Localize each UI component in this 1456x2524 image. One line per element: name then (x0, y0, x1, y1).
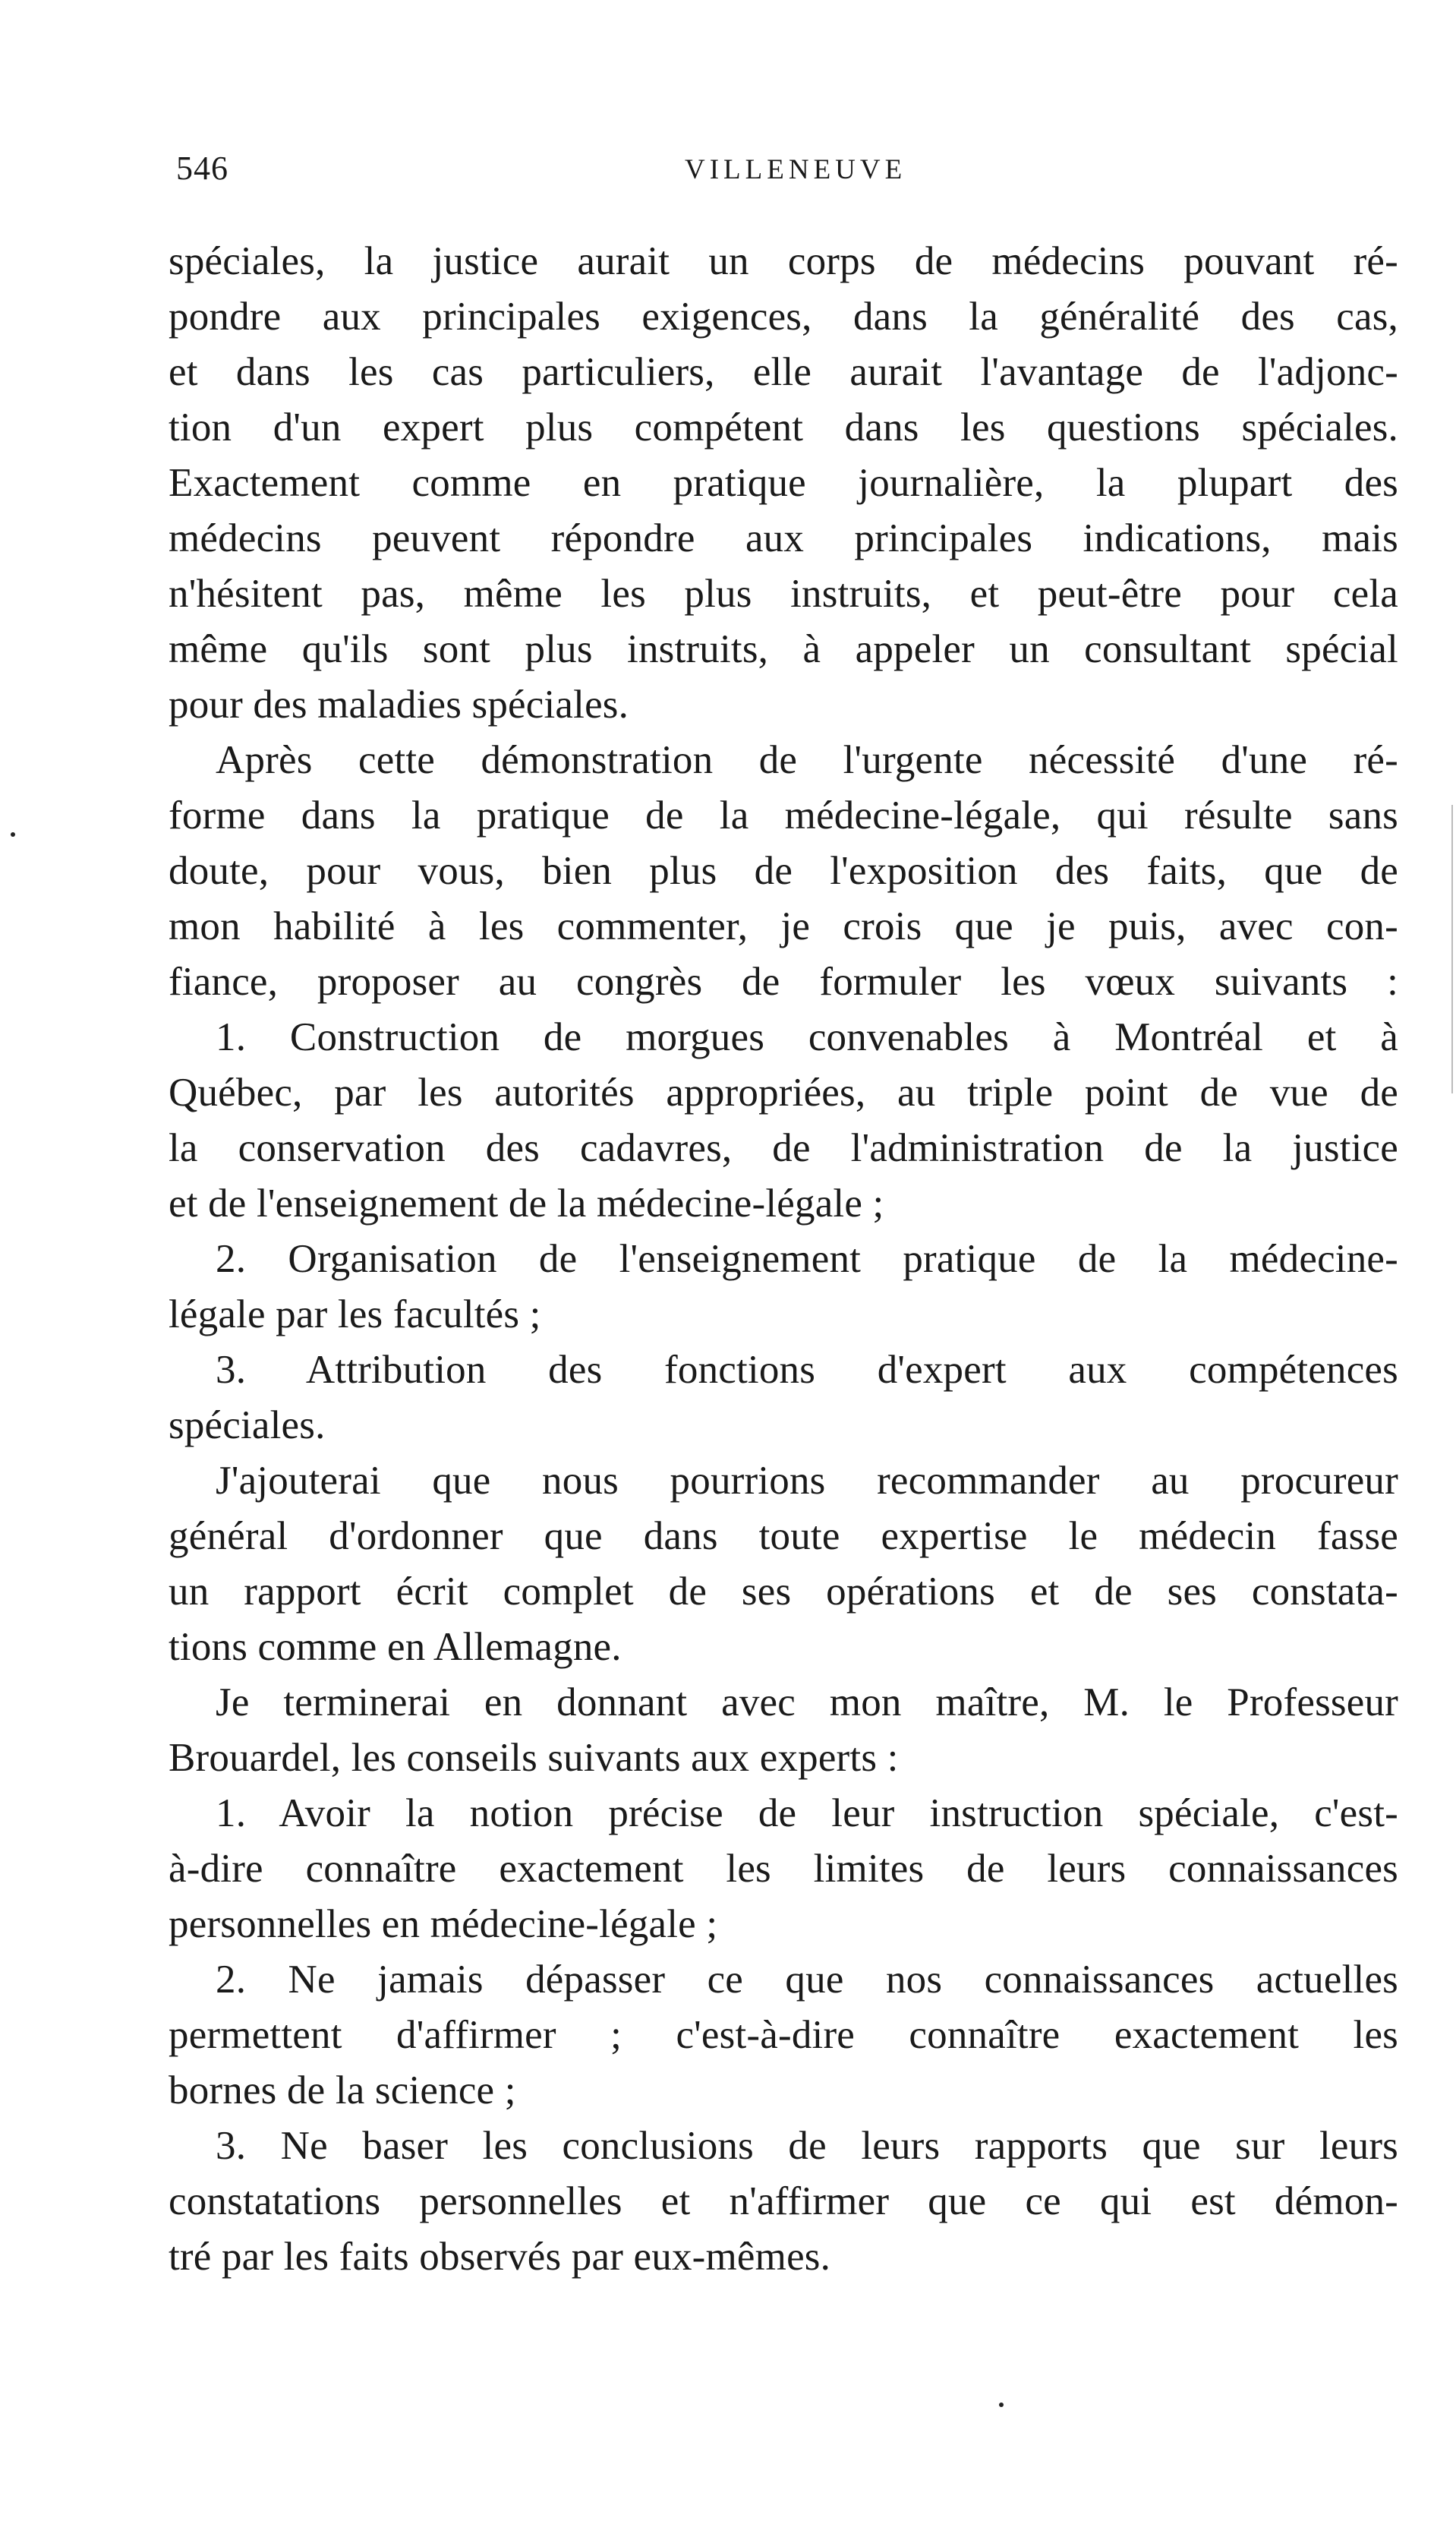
text-line: tré par les faits observés par eux-mêmes. (169, 2235, 831, 2279)
text-line: spéciales, la justice aurait un corps de médecins pouvant ré- (169, 239, 1398, 283)
scan-speck (11, 832, 15, 837)
text-line: constatations personnelles et n'affirmer que ce qui est démon- (169, 2179, 1398, 2223)
scan-speck (999, 2403, 1004, 2407)
text-line: tions comme en Allemagne. (169, 1625, 622, 1669)
text-line: Québec, par les autorités appropriées, au triple point de vue de (169, 1071, 1398, 1115)
list-item-paragraph (169, 1952, 1398, 2119)
list-item-paragraph (169, 1010, 1398, 1232)
text-line: 1. Avoir la notion précise de leur instruction spéciale, c'est- (216, 1791, 1398, 1835)
text-line: permettent d'affirmer ; c'est-à-dire connaître exactement les (169, 2013, 1398, 2057)
running-head: VILLENEUVE (685, 154, 907, 185)
list-item-paragraph (169, 1786, 1398, 1952)
text-line: à-dire connaître exactement les limites de leurs connaissances (169, 1847, 1398, 1891)
text-line: doute, pour vous, bien plus de l'exposition des faits, que de (169, 849, 1398, 893)
text-line: Je terminerai en donnant avec mon maître, M. le Professeur (216, 1680, 1398, 1724)
text-line: Exactement comme en pratique journalière, la plupart des (169, 461, 1398, 505)
paragraph (169, 1675, 1398, 1786)
text-line: 1. Construction de morgues convenables à Montréal et à (216, 1015, 1398, 1059)
page-number: 546 (176, 150, 228, 187)
text-line: mon habilité à les commenter, je crois que je puis, avec con- (169, 904, 1398, 948)
list-item-paragraph (169, 1342, 1398, 1453)
text-line: 2. Ne jamais dépasser ce que nos connaissances actuelles (216, 1958, 1398, 2002)
text-line: personnelles en médecine-légale ; (169, 1902, 718, 1946)
text-line: pour des maladies spéciales. (169, 683, 629, 727)
text-line: bornes de la science ; (169, 2068, 516, 2112)
text-line: la conservation des cadavres, de l'administration de la justice (169, 1126, 1398, 1170)
text-line: pondre aux principales exigences, dans la généralité des cas, (169, 295, 1398, 339)
text-line: n'hésitent pas, même les plus instruits, et peut-être pour cela (169, 572, 1398, 616)
text-line: et dans les cas particuliers, elle aurait l'avantage de l'adjonc- (169, 350, 1398, 394)
scan-edge-line (1451, 805, 1453, 1093)
text-line: forme dans la pratique de la médecine-légale, qui résulte sans (169, 793, 1398, 838)
list-item-paragraph (169, 1232, 1398, 1342)
text-line: Brouardel, les conseils suivants aux experts : (169, 1736, 899, 1780)
text-line: fiance, proposer au congrès de formuler les vœux suivants : (169, 960, 1398, 1004)
text-line: général d'ordonner que dans toute expertise le médecin fasse (169, 1514, 1398, 1558)
text-line: et de l'enseignement de la médecine-légale ; (169, 1182, 884, 1226)
text-line: 2. Organisation de l'enseignement pratique de la médecine- (216, 1237, 1398, 1281)
text-line: 3. Attribution des fonctions d'expert aux compétences (216, 1348, 1398, 1392)
paragraph (169, 234, 1398, 733)
page-header (176, 149, 1421, 202)
text-line: médecins peuvent répondre aux principales indications, mais (169, 516, 1398, 560)
text-line: même qu'ils sont plus instruits, à appeler un consultant spécial (169, 627, 1398, 671)
text-line: un rapport écrit complet de ses opérations et de ses constata- (169, 1570, 1398, 1614)
list-item-paragraph (169, 2119, 1398, 2285)
paragraph (169, 1453, 1398, 1675)
text-line: 3. Ne baser les conclusions de leurs rapports que sur leurs (216, 2124, 1398, 2168)
body-text (169, 234, 1398, 2285)
text-line: spéciales. (169, 1403, 326, 1447)
text-line: tion d'un expert plus compétent dans les questions spéciales. (169, 405, 1398, 450)
paragraph (169, 733, 1398, 1010)
text-line: J'ajouterai que nous pourrions recommander au procureur (216, 1459, 1398, 1503)
text-line: Après cette démonstration de l'urgente nécessité d'une ré- (216, 738, 1398, 782)
text-line: légale par les facultés ; (169, 1292, 541, 1336)
